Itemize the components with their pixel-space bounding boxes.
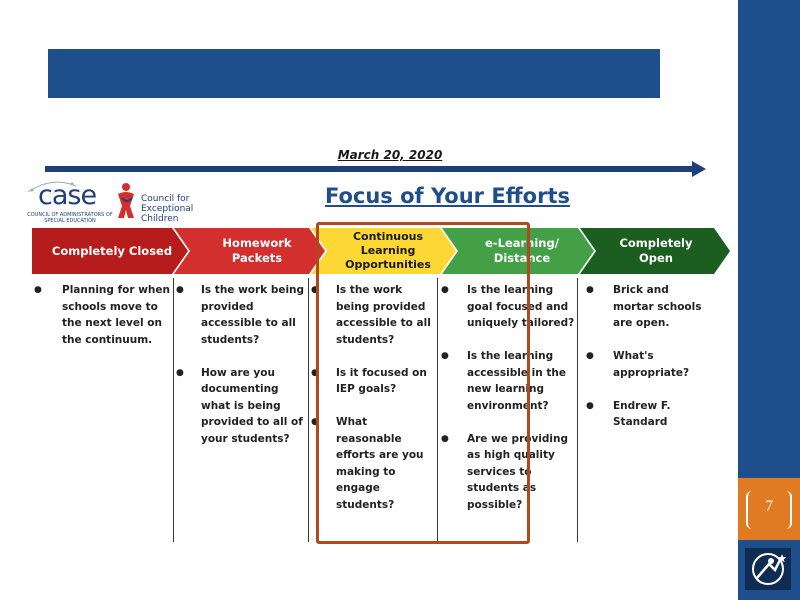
star-figure-icon bbox=[745, 548, 791, 590]
slide-title-bar bbox=[48, 49, 660, 98]
list-item: ● Is the learning goal focused and uniquely tailored? bbox=[441, 284, 575, 329]
cec-line-2: Exceptional bbox=[141, 204, 194, 214]
column-divider bbox=[308, 278, 309, 542]
figure-title: Focus of Your Efforts bbox=[324, 184, 570, 208]
stage-label-homework-packets: Homework Packets bbox=[222, 236, 292, 265]
case-logo-word: case bbox=[38, 180, 97, 211]
timeline-arrow bbox=[40, 158, 712, 182]
list-item: ● Endrew F. Standard bbox=[586, 399, 671, 428]
stage-label-continuous-learning: Continuous Learning Opportunities bbox=[345, 230, 431, 271]
stage-label-completely-closed: Completely Closed bbox=[51, 243, 173, 258]
list-item: ● Is it focused on IEP goals? bbox=[311, 366, 427, 395]
column-completely-closed bbox=[34, 282, 170, 365]
list-item: ● Brick and mortar schools are open. bbox=[586, 284, 702, 329]
list-item: ● Planning for when schools move to the next level on the continuum. bbox=[34, 284, 170, 346]
column-homework-packets bbox=[176, 282, 306, 464]
cec-logo-icon bbox=[114, 182, 140, 227]
list-item: ● What's appropriate? bbox=[586, 350, 690, 379]
list-item: ● Is the learning accessible in the new learning environment? bbox=[441, 350, 566, 412]
list-item: ● What reasonable efforts are you making to engage students? bbox=[311, 416, 424, 511]
case-logo-subtitle: COUNCIL OF ADMINISTRATORS OF SPECIAL EDUCATION bbox=[27, 212, 113, 224]
stage-label-elearning-distance: e-Learning/ Distance bbox=[485, 236, 559, 265]
list-item: ● Is the work being provided accessible to all students? bbox=[311, 284, 431, 346]
column-completely-open bbox=[586, 282, 704, 447]
list-item: ● How are you documenting what is being provided to all of your students? bbox=[176, 366, 303, 445]
stage-label-completely-open: Completely Open bbox=[619, 236, 693, 265]
cec-line-3: Children bbox=[141, 214, 179, 224]
cec-logo-text bbox=[141, 194, 211, 224]
column-divider bbox=[173, 278, 174, 542]
column-divider bbox=[577, 278, 578, 542]
list-item: ● Is the work being provided accessible to all students? bbox=[176, 284, 305, 346]
page-number: 7 bbox=[765, 498, 773, 515]
cec-line-1: Council for bbox=[141, 194, 190, 204]
list-item: ● Are we providing as high quality services to students as possible? bbox=[441, 432, 569, 511]
highlight-rectangle bbox=[316, 222, 530, 544]
timeline-date-label: March 20, 2020 bbox=[337, 148, 443, 162]
